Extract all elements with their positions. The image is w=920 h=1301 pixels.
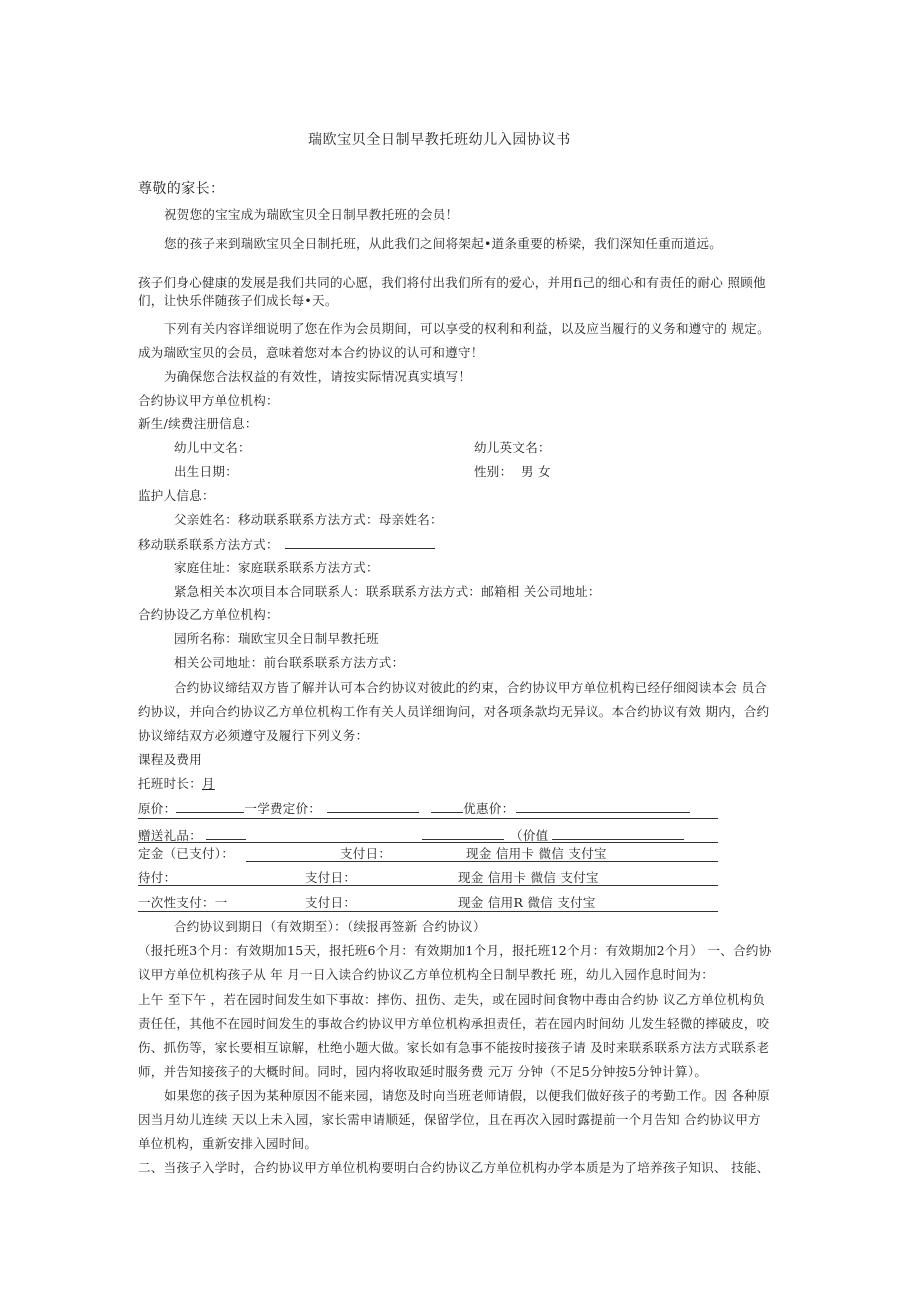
- onetime-label: 一次性支付：一: [138, 895, 228, 910]
- gift-item-blank: [422, 827, 504, 840]
- onetime-pay-day: 支付日：: [305, 895, 357, 910]
- onetime-methods: 现金 信用R 微信 支付宝: [458, 895, 596, 910]
- gender-label: 性别：: [474, 464, 513, 479]
- home-address-line: 家庭住址：家庭联系联系方法方式：: [174, 560, 379, 575]
- duration-line: [138, 776, 215, 792]
- intro-paragraph-2: 您的孩子来到瑞欧宝贝全日制托班，从此我们之间将架起•道条重要的桥梁，我们深知任重而道远。: [164, 236, 723, 251]
- gender-field: [474, 464, 551, 480]
- mother-phone-line: [138, 536, 435, 553]
- registration-info-label: 新生/续费注册信息：: [138, 416, 258, 431]
- pending-row-rule: [138, 885, 718, 886]
- onetime-row-rule: [138, 911, 718, 912]
- agreement-paragraph-line-1: 合约协议缔结双方皆了解并认可本合约协议对彼此的约束，合约协议甲方单位机构已经仔细阅读本会 员合: [174, 680, 768, 695]
- deposit-methods: 现金 信用卡 微信 支付宝: [466, 846, 607, 861]
- child-chinese-name-label: 幼儿中文名：: [174, 440, 251, 455]
- terms-line-8: 因当月幼儿连续 天以上未入园，家长需申请顺延，保留学位，且在再次入园时露提前一个月告知 合约协议甲方: [138, 1112, 761, 1127]
- party-a-label: 合约协议甲方单位机构：: [138, 393, 279, 408]
- pending-methods: 现金 信用卡 微信 支付宝: [458, 870, 599, 885]
- intro-paragraph-4-line-1: 下列有关内容详细说明了您在作为会员期间，可以享受的权利和利益，以及应当履行的义务和遵守的 规定。: [164, 321, 770, 336]
- deposit-label: 定金（已支付）：: [138, 846, 235, 861]
- discount-price-blank: [516, 800, 690, 813]
- tuition-price-label: 一学费定价：: [244, 801, 322, 816]
- party-b-address-line: 相关公司地址：前台联系联系方法方式：: [174, 655, 405, 670]
- school-name-line: 园所名称：瑞欧宝贝全日制早教托班: [174, 631, 379, 646]
- original-price-label: 原价：: [138, 801, 177, 816]
- terms-line-7: 如果您的孩子因为某种原因不能来园，请您及时向当班老师请假，以便我们做好孩子的考勤工作。因 各种原: [164, 1088, 770, 1103]
- intro-paragraph-3-line-1: 孩子们身心健康的发展是我们共同的心愿，我们将付出我们所有的爱心，并用fi己的细心和有责任的耐心 照顾他: [138, 275, 766, 290]
- terms-line-4: 责任任，其他不在园时间发生的事故合约协议甲方单位机构承担责任，若在园内时间幼 儿发生轻微的摔破皮，咬: [138, 1016, 770, 1031]
- intro-paragraph-3-line-2: 们，让快乐伴随孩子们成长每•天。: [138, 293, 338, 308]
- agreement-paragraph-line-3: 协议缔结双方必须遵守及履行下列义务：: [138, 728, 369, 743]
- tuition-price-blank: [327, 800, 419, 813]
- deposit-pay-day: 支付日：: [340, 846, 392, 861]
- price-row-rule: [138, 818, 718, 819]
- terms-line-10: 二、当孩子入学时，合约协议甲方单位机构要明白合约协议乙方单位机构办学本质是为了培养孩子知识、 技能、: [138, 1160, 770, 1175]
- emergency-contact-line: 紧急相关本次项目本合同联系人：联系联系方法方式：邮箱相 关公司地址：: [174, 584, 601, 599]
- expiry-line: 合约协议到期日（有效期至）：（续报再签新 合约协议）: [174, 919, 486, 934]
- mother-phone-blank: [285, 536, 435, 549]
- greeting: 尊敬的家长：: [138, 181, 225, 197]
- price-line: [138, 800, 690, 817]
- father-info-line: 父亲姓名：移动联系联系方法方式：母亲姓名：: [174, 512, 443, 527]
- original-price-blank: [176, 800, 244, 813]
- terms-line-9: 单位机构，重新安排入园时间。: [138, 1136, 318, 1151]
- deposit-row-rule: [246, 861, 718, 862]
- gift-value-label: （价值: [510, 828, 549, 843]
- pending-label: 待付：: [138, 870, 177, 885]
- intro-paragraph-1: 祝贺您的宝宝成为瑞欧宝贝全日制早教托班的会员！: [164, 207, 459, 222]
- terms-line-6: 师，并告知接孩子的大概时间。同时，园内将收取延时服务费 元万 分钟（不足5分钟按5分钟计算）。: [138, 1064, 708, 1079]
- terms-line-3: 上午 至下午 ，若在园时间发生如下事故：摔伤、扭伤、走失，或在园时间食物中毒由合约协 议乙方单位机构负: [138, 992, 766, 1007]
- gift-blank: [206, 827, 246, 840]
- discount-price-label: 优惠价：: [463, 801, 515, 816]
- document-title: 瑞欧宝贝全日制早教托班幼儿入园协议书: [308, 132, 571, 148]
- duration-label: 托班时长：: [138, 776, 203, 791]
- guardian-info-label: 监护人信息：: [138, 488, 215, 503]
- agreement-paragraph-line-2: 约协议，并向合约协议乙方单位机构工作有关人员详细询问，对各项条款均无异议。本合约协议有效 期内，合约: [138, 704, 770, 719]
- gift-row-rule: [138, 842, 718, 843]
- gender-options: 男 女: [520, 464, 551, 479]
- terms-line-1: （报托班3个月：有效期加15天，报托班6个月：有效期加1个月，报托班12个月：有效期加2个月） 一、合约协: [138, 943, 772, 958]
- gift-value-blank: [552, 827, 684, 840]
- party-b-label: 合约协设乙方单位机构：: [138, 607, 279, 622]
- birth-date-label: 出生日期：: [174, 464, 239, 479]
- mother-phone-label: 移动联系联系方法方式：: [138, 537, 279, 552]
- duration-unit: 月: [202, 776, 215, 791]
- terms-line-5: 伤、抓伤等，家长要相互谅解，杜绝小题大做。家长如有急事不能按时接孩子请 及时来联系联系方法方式联系老: [138, 1040, 770, 1055]
- pending-pay-day: 支付日：: [305, 870, 357, 885]
- terms-line-2: 议甲方单位机构孩子从 年 月一日入读合约协议乙方单位机构全日制早教托 班，幼儿入园作息时间为：: [138, 967, 715, 982]
- fees-heading: 课程及费用: [138, 752, 203, 767]
- intro-paragraph-4-line-2: 成为瑞欧宝贝的会员，意味着您对本合约协议的认可和遵守！: [138, 345, 484, 360]
- gift-label: 赠送礼品：: [138, 828, 203, 843]
- child-english-name-label: 幼儿英文名：: [474, 440, 551, 455]
- intro-paragraph-5: 为确保您合法权益的有效性，请按实际情况真实填写！: [164, 369, 472, 384]
- discount-pre-blank: [431, 800, 463, 813]
